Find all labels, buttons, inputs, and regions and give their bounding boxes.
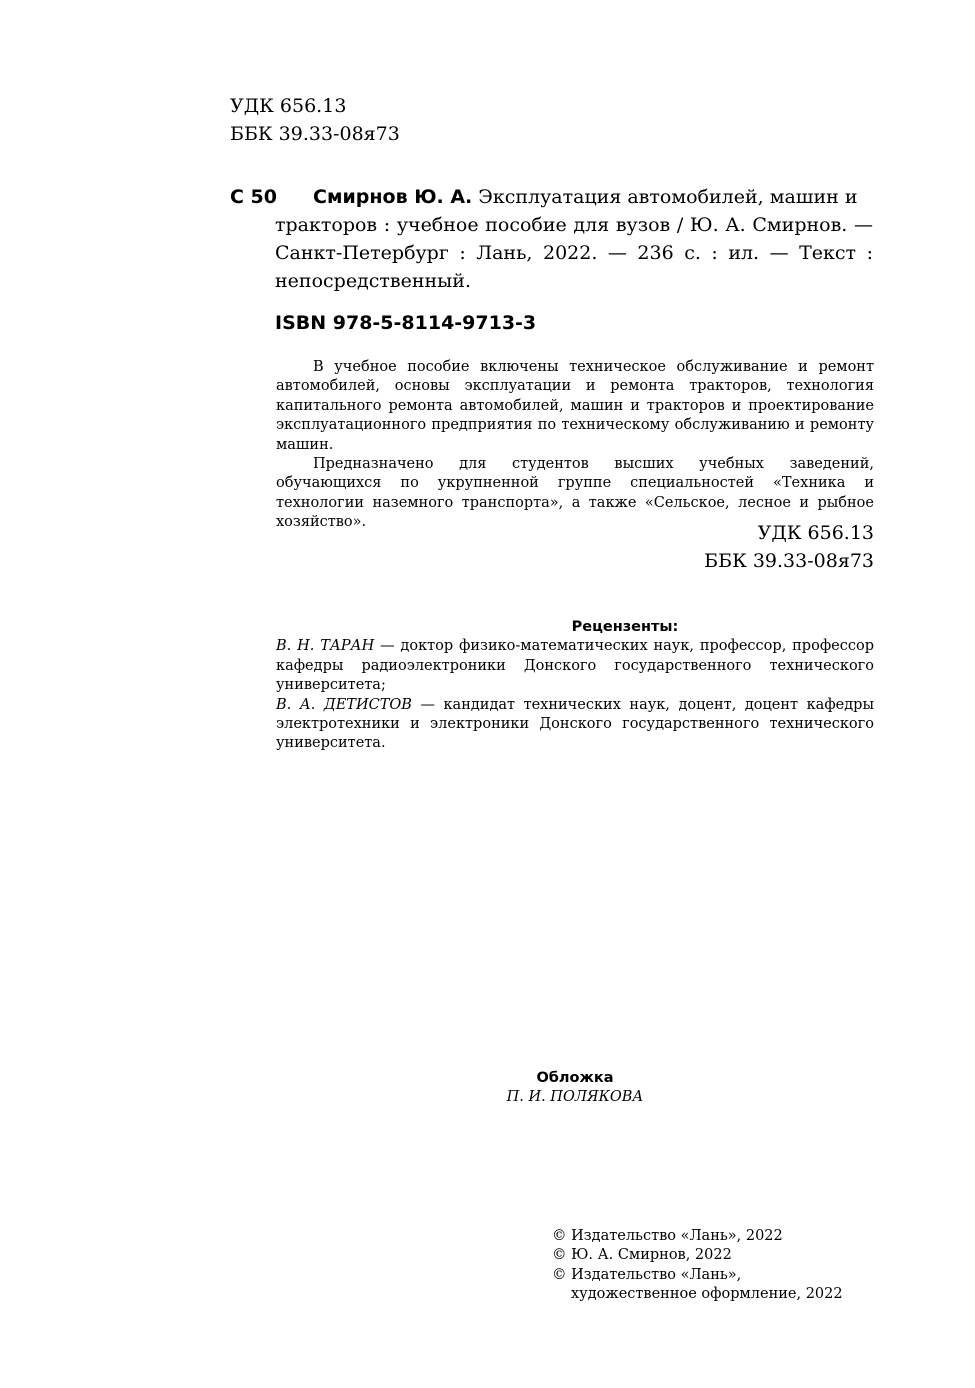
isbn: ISBN 978-5-8114-9713-3 (275, 312, 537, 334)
udk-code-right: УДК 656.13 (757, 522, 874, 544)
copyright-line-2: © Ю. А. Смирнов, 2022 (552, 1247, 732, 1264)
copyright-line-3: © Издательство «Лань», (552, 1266, 742, 1283)
reviewer-2 (276, 696, 874, 754)
cover-credit (475, 1069, 675, 1108)
annotation-paragraph-2: Предназначено для студентов высших учебных заведений, обучающихся по укрупненной группе специальностей «Техника и технологии наземного транспорта», а также «Сельское, лесное и рыбное хозяйство». (276, 456, 874, 531)
copyright-block (552, 1227, 843, 1305)
entry-title-start: Эксплуатация автомобилей, машин и (472, 186, 858, 208)
reviewer-1 (276, 637, 874, 695)
copyright-line-4: художественное оформление, 2022 (571, 1286, 843, 1303)
author-mark: С 50 (230, 186, 277, 208)
bbk-code: ББК 39.33-08я73 (230, 123, 400, 145)
copyright-line-1: © Издательство «Лань», 2022 (552, 1228, 783, 1244)
reviewer-2-desc: — кандидат технических наук, доцент, доцент кафедры электротехники и электроники Донского государственного технического университета. (276, 696, 874, 752)
entry-description: тракторов : учебное пособие для вузов / Ю. А. Смирнов. — Санкт-Петербург : Лань, 2022. — 236 с. : ил. — Текст : непосредственный. (275, 214, 873, 292)
reviewer-1-name: В. Н. ТАРАН (276, 638, 375, 655)
annotation-paragraph-1: В учебное пособие включены техническое обслуживание и ремонт автомобилей, основы эксплуатации и ремонта тракторов, технология капитального ремонта автомобилей, машин и тракторов и проектирование эксплуатационного предприятия по техническому обслуживанию и ремонту машин. (276, 359, 874, 453)
entry-author: Смирнов Ю. А. (313, 186, 473, 208)
classification-block (230, 92, 400, 148)
cover-label: Обложка (536, 1070, 614, 1086)
annotation (276, 358, 874, 533)
bbk-code-right: ББК 39.33-08я73 (704, 550, 874, 572)
classification-block-right (704, 519, 874, 575)
reviewer-1-desc: — доктор физико-математических наук, профессор, профессор кафедры радиоэлектроники Донского государственного технического университета; (276, 638, 875, 694)
udk-code: УДК 656.13 (230, 95, 347, 117)
bibliographic-entry (275, 183, 873, 295)
cover-designer: П. И. ПОЛЯКОВА (506, 1089, 644, 1106)
reviewer-2-name: В. А. ДЕТИСТОВ (276, 696, 412, 713)
reviewers-heading: Рецензенты: (571, 619, 679, 635)
reviewers (276, 618, 874, 754)
